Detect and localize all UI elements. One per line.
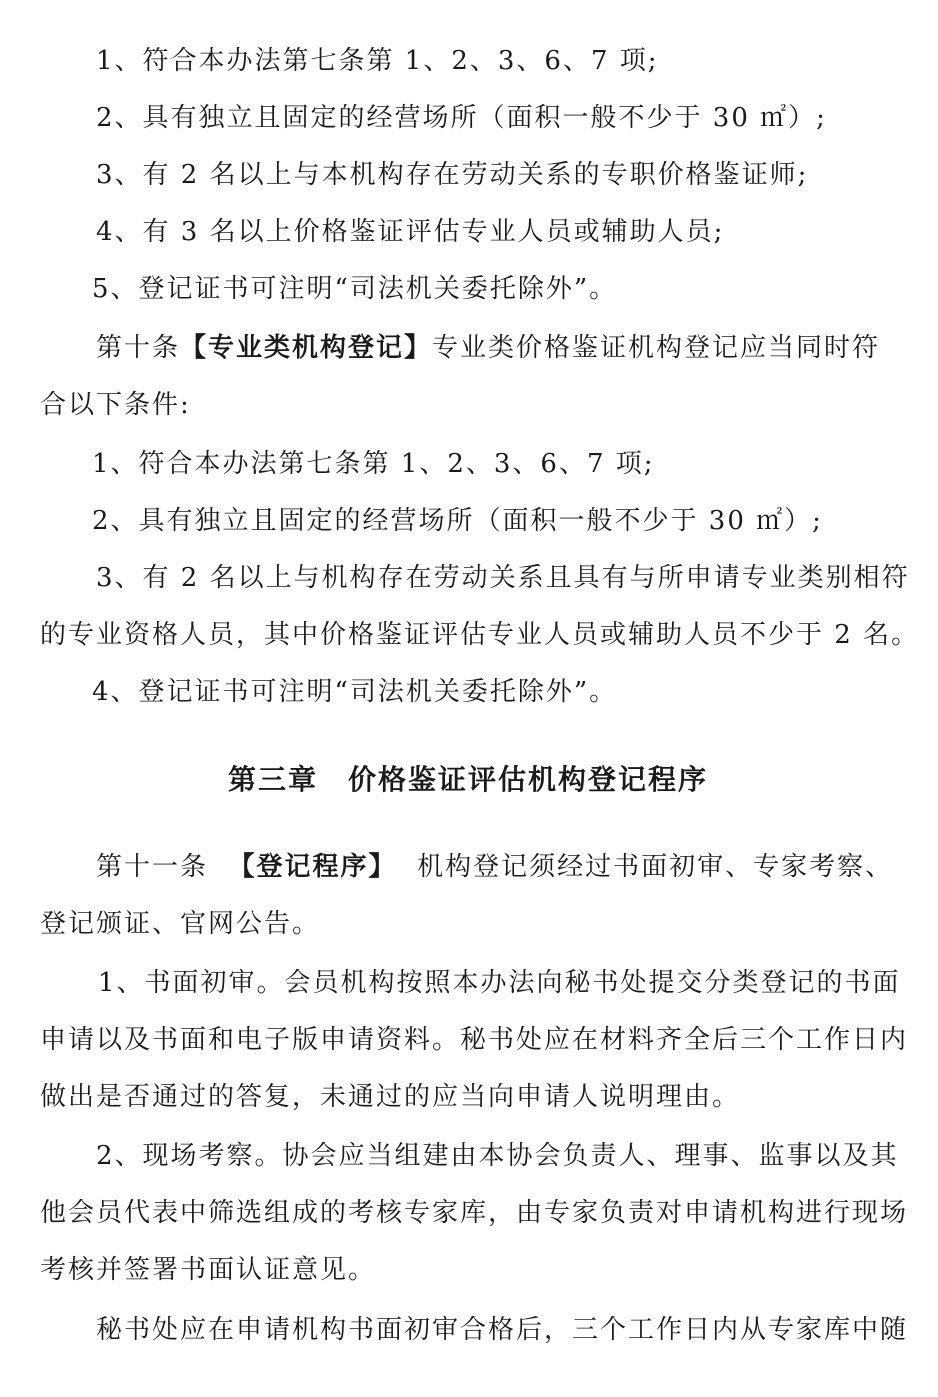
- item-line: 5、登记证书可注明“司法机关委托除外”。: [92, 274, 618, 304]
- article-text-continued: 合以下条件:: [40, 390, 191, 420]
- item-line: 4、有 3 名以上价格鉴证评估专业人员或辅助人员;: [96, 217, 725, 247]
- paragraph-line: 做出是否通过的答复，未通过的应当向申请人说明理由。: [40, 1082, 741, 1112]
- chapter-title: 第三章 价格鉴证评估机构登记程序: [228, 763, 709, 796]
- item-line: 3、有 2 名以上与本机构存在劳动关系的专职价格鉴证师;: [96, 160, 809, 190]
- article-10-first-line: [96, 331, 880, 365]
- item-line: 2、具有独立且固定的经营场所（面积一般不少于 30 ㎡）;: [96, 103, 827, 133]
- paragraph-line: 他会员代表中筛选组成的考核专家库，由专家负责对申请机构进行现场: [40, 1198, 909, 1228]
- paragraph-line: 考核并签署书面认证意见。: [40, 1255, 377, 1285]
- article-text: 机构登记须经过书面初审、专家考察、: [417, 852, 894, 882]
- paragraph-line: 秘书处应在申请机构书面初审合格后，三个工作日内从专家库中随: [96, 1315, 909, 1345]
- article-label: 第十条: [96, 333, 181, 363]
- item-line: 3、有 2 名以上与机构存在劳动关系且具有与所申请专业类别相符: [96, 563, 910, 593]
- paragraph-line: 1、书面初审。会员机构按照本办法向秘书处提交分类登记的书面: [98, 968, 901, 998]
- item-line: 1、符合本办法第七条第 1、2、3、6、7 项;: [96, 46, 659, 76]
- paragraph-line: 申请以及书面和电子版申请资料。秘书处应在材料齐全后三个工作日内: [40, 1025, 909, 1055]
- item-line: 2、具有独立且固定的经营场所（面积一般不少于 30 ㎡）;: [92, 506, 823, 536]
- article-11-first-line: [96, 850, 893, 884]
- article-title: 【登记程序】: [228, 852, 397, 882]
- paragraph-line: 2、现场考察。协会应当组建由本协会负责人、理事、监事以及其: [96, 1141, 899, 1171]
- article-text-continued: 登记颁证、官网公告。: [40, 909, 321, 939]
- article-label: 第十一条: [96, 852, 209, 882]
- item-line: 4、登记证书可注明“司法机关委托除外”。: [92, 677, 618, 707]
- article-title: 【专业类机构登记】: [180, 333, 433, 363]
- article-text: 专业类价格鉴证机构登记应当同时符: [432, 333, 881, 363]
- item-line-continued: 的专业资格人员，其中价格鉴证评估专业人员或辅助人员不少于 2 名。: [40, 620, 920, 650]
- item-line: 1、符合本办法第七条第 1、2、3、6、7 项;: [92, 449, 655, 479]
